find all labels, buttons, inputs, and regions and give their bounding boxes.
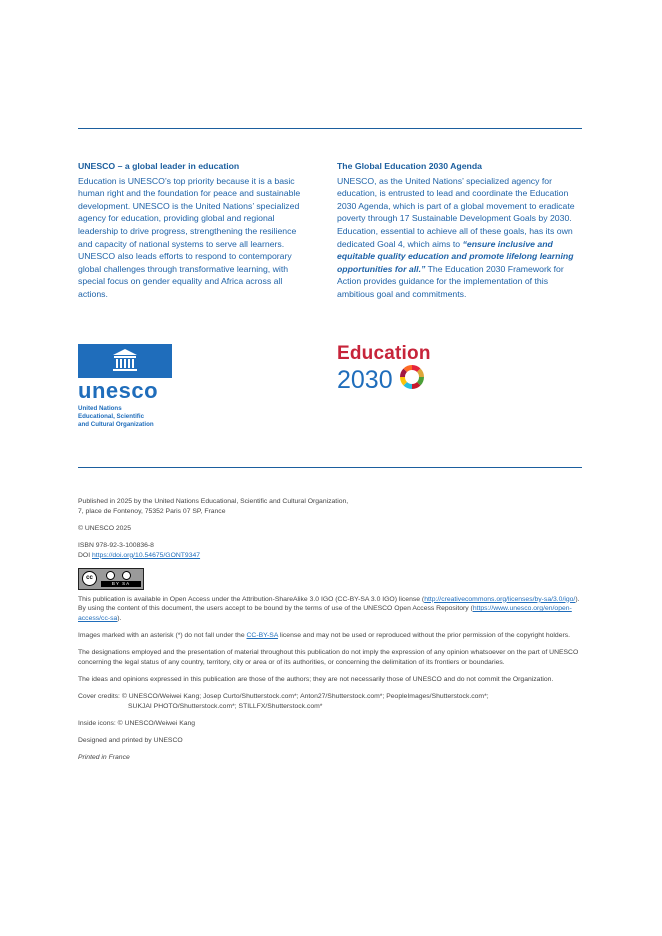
subtitle-line: Educational, Scientific <box>78 413 145 420</box>
education-2030-logo <box>337 344 467 395</box>
sdg-wheel-icon <box>399 364 425 395</box>
publisher-line: Published in 2025 by the United Nations Educational, Scientific and Cultural Organization, <box>78 498 349 505</box>
printed-in: Printed in France <box>78 753 130 761</box>
publisher-info <box>78 497 584 517</box>
section-heading: The Global Education 2030 Agenda <box>337 161 482 171</box>
top-divider <box>78 128 582 129</box>
inside-icons-credit: Inside icons: © UNESCO/Weiwei Kang <box>78 719 196 727</box>
goal-quote: “ensure inclusive and equitable quality education and promote lifelong learning opportunities for all.” <box>337 238 574 274</box>
asterisk-notice <box>78 631 584 641</box>
doi-link[interactable]: https://doi.org/10.54675/GONT9347 <box>91 551 201 559</box>
license-text: ). By using the content of this document, the users accept to be bound by the terms of use of the UNESCO Open Access Repository ( <box>78 595 580 613</box>
identifiers <box>78 541 584 561</box>
cc-by-sa-link[interactable]: CC-BY-SA <box>246 632 278 640</box>
notice-text: license and may not be used or reproduced without the prior permission of the copyright holders. <box>277 632 571 640</box>
body-text: UNESCO, as the United Nations’ specialized agency for education, is entrusted to lead and coordinate the Education 2030 Agenda, which is part of a global movement to eradicate poverty through 17 Sustainable Development Goals by 2030. Education, essential to achieve all of these goals, has its own dedicated Goal 4, which aims to <box>337 175 575 249</box>
credits-line: SUKJAI PHOTO/Shutterstock.com*; STILLFX/Shutterstock.com* <box>128 702 323 710</box>
subtitle-line: United Nations <box>78 405 122 412</box>
cover-credits <box>78 692 584 712</box>
year-number: 2030 <box>337 365 393 394</box>
doi-label: DOI <box>78 551 92 559</box>
opinions-disclaimer: The ideas and opinions expressed in this publication are those of the authors; they are not necessarily those of UNESCO and do not commit the Organization. <box>78 675 554 683</box>
license-text: This publication is available in Open Access under the Attribution-ShareAlike 3.0 IGO (CC-BY-SA 3.0 IGO) license ( <box>78 595 425 603</box>
designations-disclaimer: The designations employed and the presentation of material throughout this publication do not imply the expression of any opinion whatsoever on the part of UNESCO concerning the legal status of any country, territory, city or area or of its authorities, or concerning the delimitation of its frontiers or boundaries. <box>78 649 579 667</box>
body-text: The Education 2030 Framework for Action provides guidance for the implementation of this ambitious goal and commitments. <box>337 263 564 299</box>
license-notice <box>78 595 584 625</box>
isbn: ISBN 978-92-3-100836-8 <box>78 541 154 549</box>
subtitle-line: and Cultural Organization <box>78 421 154 428</box>
by-icon <box>106 571 115 580</box>
section-body: Education is UNESCO’s top priority because it is a basic human right and the foundation for peace and sustainable development. UNESCO is the United Nations’ specialized agency for education, providing global and regional leadership to drive progress, strengthening the resilience and capacity of national systems to serve all learners. UNESCO also leads efforts to respond to contemporary global challenges through transformative learning, with special focus on gender equality and Africa across all actions. <box>78 175 301 299</box>
year-row <box>337 364 467 395</box>
unesco-logo <box>78 344 178 429</box>
cc-icon: cc <box>82 571 97 586</box>
imprint-block <box>78 497 584 769</box>
repository-link[interactable]: https://www.unesco.org/en/open-access/cc-sa <box>78 605 572 623</box>
credits-line: Cover credits: © UNESCO/Weiwei Kang; Josep Curto/Shutterstock.com*; Anton27/Shutterstock.com*; PeopleImages/Shutterstock.com*; <box>78 692 489 700</box>
publisher-address: 7, place de Fontenoy, 75352 Paris 07 SP, France <box>78 507 226 515</box>
unesco-subtitle <box>78 405 178 429</box>
middle-divider <box>78 467 582 468</box>
license-text: ). <box>117 615 122 623</box>
cc-by-sa-badge <box>78 568 144 590</box>
notice-text: Images marked with an asterisk (*) do not fall under the <box>78 632 247 640</box>
temple-icon <box>78 344 172 378</box>
section-body <box>337 175 585 301</box>
copyright: © UNESCO 2025 <box>78 524 131 532</box>
designed-by: Designed and printed by UNESCO <box>78 736 183 744</box>
cc-band-text: BY SA <box>101 581 141 587</box>
unesco-leader-section <box>78 160 308 301</box>
section-heading: UNESCO – a global leader in education <box>78 161 240 171</box>
license-link[interactable]: http://creativecommons.org/licenses/by-sa/3.0/igo/ <box>424 595 576 603</box>
sa-icon <box>122 571 131 580</box>
education-agenda-section <box>337 160 585 301</box>
unesco-wordmark: unesco <box>78 378 159 403</box>
education-word: Education <box>337 343 431 364</box>
